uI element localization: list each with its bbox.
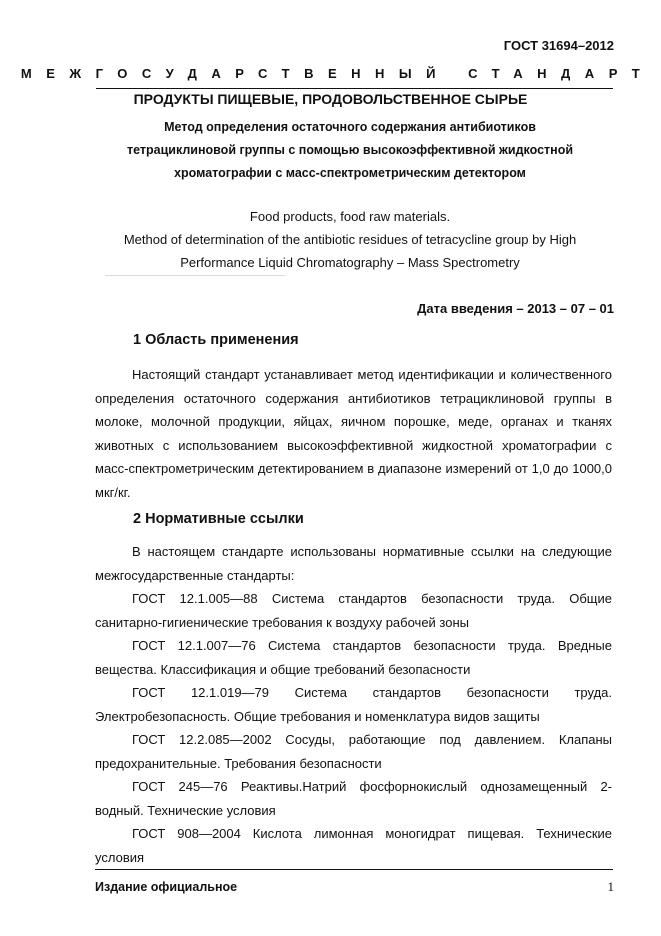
reference-item: ГОСТ 12.2.085—2002 Сосуды, работающие под давлением. Клапаны предохранительные. Требования безопасности [95, 732, 612, 771]
reference-item: ГОСТ 12.1.019—79 Система стандартов безопасности труда. Электробезопасность. Общие требования и номенклатура видов защиты [95, 685, 612, 724]
subtitle-line: Метод определения остаточного содержания антибиотиков [164, 120, 536, 134]
standard-code: ГОСТ 31694–2012 [503, 38, 614, 53]
subtitle-line: тетрациклиновой группы с помощью высокоэффективной жидкостной [126, 143, 574, 157]
faint-divider [105, 275, 285, 276]
interstate-standard-label: МЕЖГОСУДАРСТВЕННЫЙ СТАНДАРТ [20, 66, 655, 81]
document-title: ПРОДУКТЫ ПИЩЕВЫЕ, ПРОДОВОЛЬСТВЕННОЕ СЫРЬЕ [133, 91, 528, 107]
english-title-line: Food products, food raw materials. [249, 209, 451, 224]
section-2-body [95, 540, 612, 869]
reference-item: ГОСТ 908—2004 Кислота лимонная моногидрат пищевая. Технические условия [95, 826, 612, 865]
reference-item: ГОСТ 12.1.005—88 Система стандартов безопасности труда. Общие санитарно-гигиенические требования к воздуху рабочей зоны [95, 591, 612, 630]
introduction-date: Дата введения – 2013 – 07 – 01 [417, 301, 614, 316]
subtitle-line: хроматографии с масс-спектрометрическим детектором [174, 166, 526, 180]
section-2-intro: В настоящем стандарте использованы нормативные ссылки на следующие межгосударственные стандарты: [95, 544, 612, 583]
section-1-paragraph: Настоящий стандарт устанавливает метод идентификации и количественного определения остаточного содержания антибиотиков тетрациклиновой группы в молоке, молочной продукции, яйцах, яичном порошке, меде, органах и тканях животных с использованием высокоэффективной жидкостной хроматографии с масс-спектрометрическим детектированием в диапазоне измерений от 1,0 до 1000,0 мкг/кг. [95, 367, 612, 500]
reference-item: ГОСТ 245—76 Реактивы.Натрий фосфорнокислый однозамещенный 2-водный. Технические условия [95, 779, 612, 818]
footer-divider [95, 869, 613, 870]
header-divider [96, 88, 613, 89]
page-number: 1 [607, 879, 614, 894]
english-title-line: Performance Liquid Chromatography – Mass Spectrometry [180, 255, 520, 270]
section-1-body [95, 363, 612, 504]
english-title [90, 205, 610, 274]
reference-item: ГОСТ 12.1.007—76 Система стандартов безопасности труда. Вредные вещества. Классификация и общие требований безопасности [95, 638, 612, 677]
document-subtitle [90, 116, 610, 185]
english-title-line: Method of determination of the antibiotic residues of tetracycline group by High [123, 232, 577, 247]
official-edition-label: Издание официальное [95, 880, 238, 894]
section-2-heading: 2 Нормативные ссылки [133, 511, 304, 527]
section-1-heading: 1 Область применения [133, 332, 299, 348]
